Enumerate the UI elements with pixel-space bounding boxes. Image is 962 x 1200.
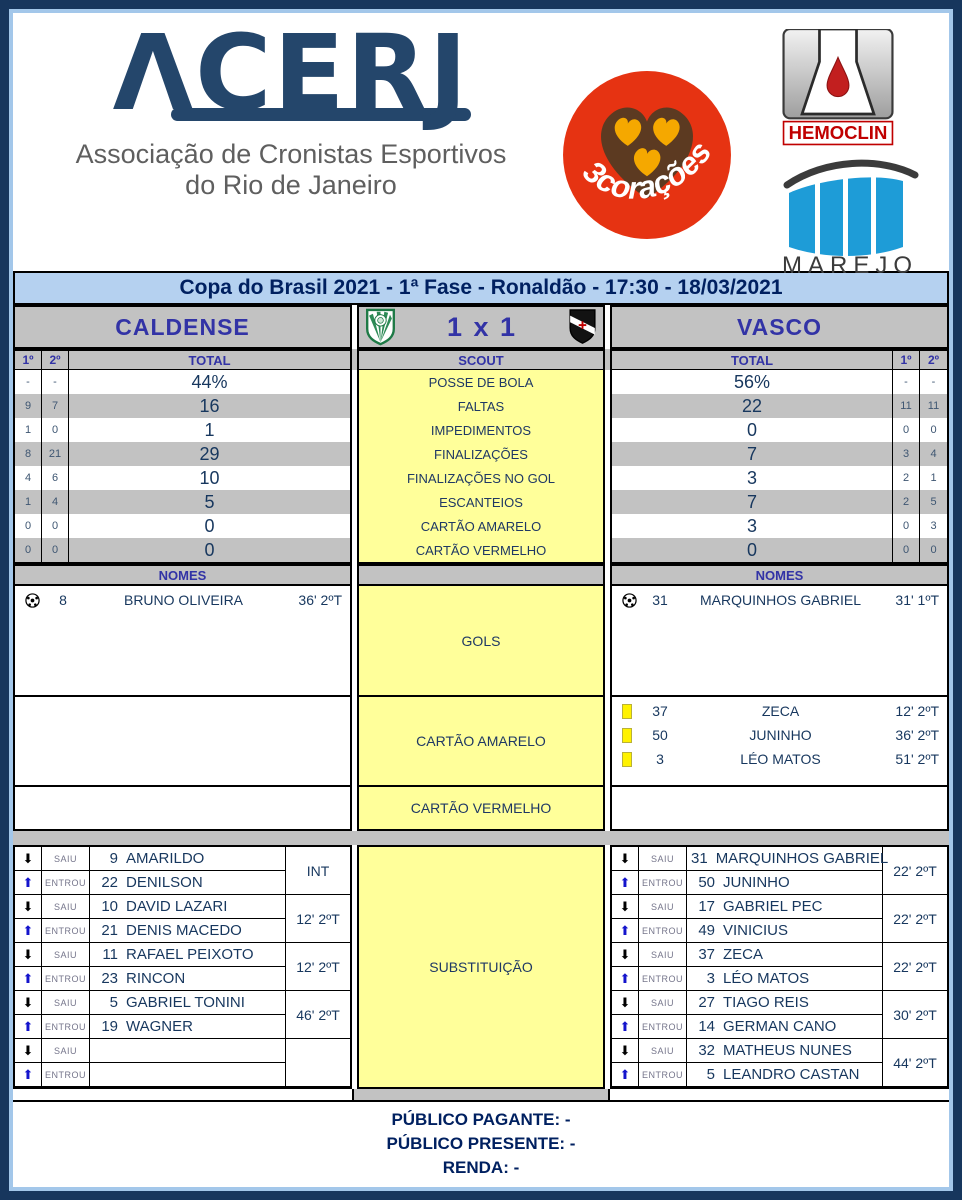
home-total-header: TOTAL	[188, 352, 231, 368]
sub-out-name: AMARILDO	[126, 850, 205, 867]
home-team-name: CALDENSE	[115, 313, 250, 340]
arrow-up-icon: ⬆	[619, 875, 631, 890]
sub-pair	[612, 895, 947, 943]
acerj-subtitle-line1: Associação de Cronistas Esportivos	[75, 139, 507, 170]
sub-pair	[15, 991, 350, 1039]
home-first-half-header: 1º	[15, 351, 42, 369]
red-card-label: CARTÃO VERMELHO	[357, 787, 605, 831]
yellow-card-entry	[612, 747, 947, 771]
scout-label: IMPEDIMENTOS	[430, 422, 532, 438]
scout-label: CARTÃO VERMELHO	[415, 542, 547, 558]
stat-cell: 1	[15, 490, 42, 514]
yellow-card-icon	[622, 752, 640, 767]
sub-in-name: GERMAN CANO	[723, 1018, 837, 1035]
card-player-name: ZECA	[761, 703, 800, 719]
yellow-card-label: CARTÃO AMARELO	[357, 697, 605, 787]
sub-pair	[15, 943, 350, 991]
away-nomes-header: NOMES	[755, 567, 804, 583]
stat-cell: -	[15, 370, 42, 394]
away-first-half-header: 1º	[893, 351, 920, 369]
yellow-card-entry	[612, 723, 947, 747]
goal-entry	[15, 588, 350, 612]
sub-out-number: 32	[698, 1042, 715, 1059]
substitution-label: SUBSTITUIÇÃO	[357, 845, 605, 1089]
sub-time: 22' 2ºT	[883, 895, 947, 943]
stat-total: 22	[612, 394, 893, 418]
entrou-label: ENTROU	[42, 967, 90, 991]
acerj-logo	[41, 12, 541, 201]
sub-out-number: 17	[698, 898, 715, 915]
sub-time: INT	[286, 847, 350, 895]
match-title: Copa do Brasil 2021 - 1ª Fase - Ronaldão - 17:30 - 18/03/2021	[179, 276, 783, 299]
away-total-header: TOTAL	[612, 351, 893, 369]
sub-in-number: 19	[101, 1018, 118, 1035]
arrow-down-icon: ⬇	[619, 1043, 631, 1058]
nomes-row	[13, 564, 949, 586]
entrou-label: ENTROU	[42, 871, 90, 895]
away-subs-table	[610, 845, 949, 1089]
sub-out-name: ZECA	[723, 946, 764, 963]
sub-out-number: 27	[698, 994, 715, 1011]
stat-cell: 0	[930, 544, 937, 556]
caldense-crest	[365, 308, 396, 346]
scout-column	[357, 370, 605, 564]
marejo-logo	[775, 155, 925, 277]
score-cell	[357, 305, 605, 349]
scout-label: FALTAS	[457, 398, 505, 414]
sub-out-number: 37	[698, 946, 715, 963]
arrow-up-icon: ⬆	[22, 971, 34, 986]
stat-cell: 2	[893, 466, 920, 490]
goal-player-name: MARQUINHOS GABRIEL	[699, 592, 862, 608]
sheet-inner	[9, 9, 953, 1191]
stat-cell: 21	[42, 442, 69, 466]
arrow-up-icon: ⬆	[22, 875, 34, 890]
three-coracoes-text: 3corações	[576, 134, 719, 206]
arrow-up-icon: ⬆	[22, 1019, 34, 1034]
stat-total: 5	[204, 491, 215, 512]
sub-in-name: WAGNER	[126, 1018, 193, 1035]
gray-divider	[13, 831, 949, 845]
sub-time	[286, 1039, 350, 1087]
scout-label: FINALIZAÇÕES NO GOL	[406, 470, 556, 486]
arrow-up-icon: ⬆	[619, 923, 631, 938]
entrou-label: ENTROU	[42, 1015, 90, 1039]
stat-total: 29	[199, 443, 220, 464]
stat-cell: 5	[930, 496, 937, 508]
saiu-label: SAIU	[42, 895, 90, 919]
sub-out-name: MATHEUS NUNES	[723, 1042, 852, 1059]
away-yellow-panel	[610, 697, 949, 787]
stat-cell: -	[931, 376, 936, 388]
stat-cell: 6	[42, 466, 69, 490]
stat-total: 10	[199, 467, 220, 488]
stat-total: 7	[612, 490, 893, 514]
arrow-up-icon: ⬆	[619, 1067, 631, 1082]
yellow-card-icon	[622, 728, 640, 743]
yellow-card-section	[13, 697, 949, 787]
stat-total: 0	[204, 515, 215, 536]
arrow-down-icon: ⬇	[619, 851, 631, 866]
gols-section	[13, 586, 949, 697]
teams-row	[13, 305, 949, 349]
sub-in-number: 22	[101, 874, 118, 891]
stat-cell: 2	[893, 490, 920, 514]
saiu-label: SAIU	[639, 847, 687, 871]
entrou-label: ENTROU	[639, 919, 687, 943]
entrou-label: ENTROU	[639, 871, 687, 895]
away-stats-column	[610, 370, 949, 564]
scout-label: FINALIZAÇÕES	[434, 446, 528, 462]
away-team-cell	[610, 305, 949, 349]
sub-in-number: 14	[698, 1018, 715, 1035]
card-time: 36' 2ºT	[895, 727, 939, 743]
saiu-label: SAIU	[42, 1039, 90, 1063]
stat-cell: 0	[15, 538, 42, 562]
bottom-divider	[13, 1089, 949, 1102]
sub-time: 22' 2ºT	[883, 847, 947, 895]
sub-time: 44' 2ºT	[883, 1039, 947, 1087]
stat-cell: 0	[893, 514, 920, 538]
sub-in-number: 21	[101, 922, 118, 939]
card-time: 12' 2ºT	[895, 703, 939, 719]
substitution-section	[13, 845, 949, 1089]
sub-out-number: 5	[109, 994, 118, 1011]
sub-time: 22' 2ºT	[883, 943, 947, 991]
soccer-ball-icon	[25, 593, 43, 608]
stats-header-row	[13, 349, 949, 370]
home-gols-panel	[13, 586, 352, 697]
sub-in-number: 49	[698, 922, 715, 939]
acerj-subtitle-line2: do Rio de Janeiro	[185, 170, 397, 201]
stat-total: 0	[612, 418, 893, 442]
home-yellow-panel	[13, 697, 352, 787]
arrow-down-icon: ⬇	[22, 899, 34, 914]
stat-cell: 7	[42, 394, 69, 418]
score: 1 x 1	[446, 311, 518, 342]
stat-cell: 1	[15, 418, 42, 442]
sub-out-name: TIAGO REIS	[723, 994, 809, 1011]
arrow-up-icon: ⬆	[619, 1019, 631, 1034]
arrow-down-icon: ⬇	[22, 995, 34, 1010]
arrow-down-icon: ⬇	[22, 947, 34, 962]
sub-in-name: VINICIUS	[723, 922, 789, 939]
arrow-up-icon: ⬆	[22, 923, 34, 938]
stat-cell: 0	[15, 514, 42, 538]
stat-cell: -	[893, 370, 920, 394]
sub-out-name: MARQUINHOS GABRIEL	[715, 850, 889, 867]
stat-cell: 0	[930, 424, 937, 436]
stat-cell: 0	[42, 514, 69, 538]
stat-cell: 3	[930, 520, 937, 532]
stat-cell: 11	[927, 400, 940, 412]
sub-out-number: 31	[691, 850, 708, 867]
scout-label: CARTÃO AMARELO	[420, 518, 542, 534]
goal-time: 36' 2ºT	[298, 592, 342, 608]
sub-pair	[612, 1039, 947, 1087]
stat-total: 16	[199, 395, 220, 416]
sub-pair	[612, 943, 947, 991]
red-card-section	[13, 787, 949, 831]
stat-cell: 4	[15, 466, 42, 490]
card-time: 51' 2ºT	[895, 751, 939, 767]
stat-cell: 8	[15, 442, 42, 466]
scout-header: SCOUT	[458, 352, 504, 368]
goal-player-number: 31	[652, 592, 668, 608]
renda: RENDA: -	[442, 1158, 520, 1177]
home-subs-table	[13, 845, 352, 1089]
sub-in-name: DENIS MACEDO	[126, 922, 242, 939]
sub-time: 46' 2ºT	[286, 991, 350, 1039]
entrou-label: ENTROU	[42, 919, 90, 943]
arrow-up-icon: ⬆	[22, 1067, 34, 1082]
card-player-name: JUNINHO	[749, 727, 812, 743]
sub-out-name: RAFAEL PEIXOTO	[126, 946, 254, 963]
sub-out-name: DAVID LAZARI	[126, 898, 228, 915]
marejo-text: MAREJO	[781, 252, 919, 277]
sub-in-number: 23	[101, 970, 118, 987]
sub-in-number: 50	[698, 874, 715, 891]
header	[13, 12, 949, 277]
gols-label: GOLS	[357, 586, 605, 697]
stat-cell: 0	[42, 538, 69, 562]
acerj-wordmark: ΛCERJ	[112, 12, 470, 134]
entrou-label: ENTROU	[42, 1063, 90, 1087]
sub-in-number: 3	[706, 970, 715, 987]
arrow-down-icon: ⬇	[22, 1043, 34, 1058]
home-team-cell	[13, 305, 352, 349]
stat-cell: 1	[930, 472, 937, 484]
hemoclin-text: HEMOCLIN	[788, 122, 888, 144]
saiu-label: SAIU	[639, 991, 687, 1015]
scout-label: POSSE DE BOLA	[428, 374, 534, 390]
stat-cell: 9	[15, 394, 42, 418]
sub-out-number: 9	[109, 850, 118, 867]
entrou-label: ENTROU	[639, 1063, 687, 1087]
card-player-name: LÉO MATOS	[740, 751, 821, 767]
card-player-number: 3	[656, 751, 664, 767]
stat-total: 44%	[191, 371, 228, 392]
away-second-half-header: 2º	[927, 353, 940, 367]
sub-out-number: 10	[101, 898, 118, 915]
publico-presente: PÚBLICO PRESENTE: -	[386, 1134, 576, 1153]
sub-in-name: JUNINHO	[723, 874, 790, 891]
sub-pair	[15, 895, 350, 943]
sub-in-number: 5	[706, 1066, 715, 1083]
saiu-label: SAIU	[639, 943, 687, 967]
sub-out-name: GABRIEL PEC	[723, 898, 823, 915]
sub-in-name: RINCON	[126, 970, 186, 987]
stat-cell: 0	[893, 418, 920, 442]
goal-time: 31' 1ºT	[895, 592, 939, 608]
goal-entry	[612, 588, 947, 612]
stat-total: 3	[612, 514, 893, 538]
soccer-ball-icon	[622, 593, 640, 608]
sub-pair	[15, 847, 350, 895]
away-red-panel	[610, 787, 949, 831]
yellow-card-entry	[612, 699, 947, 723]
entrou-label: ENTROU	[639, 1015, 687, 1039]
footer	[13, 1102, 949, 1180]
arrow-down-icon: ⬇	[619, 995, 631, 1010]
scout-label: ESCANTEIOS	[439, 494, 523, 510]
yellow-card-icon	[622, 704, 640, 719]
stat-cell: 0	[42, 418, 69, 442]
three-coracoes-logo	[561, 69, 733, 241]
saiu-label: SAIU	[42, 943, 90, 967]
home-nomes-header: NOMES	[158, 567, 207, 583]
sub-time: 12' 2ºT	[286, 895, 350, 943]
sub-in-name: DENILSON	[126, 874, 203, 891]
saiu-label: SAIU	[42, 991, 90, 1015]
goal-player-name: BRUNO OLIVEIRA	[123, 592, 244, 608]
stat-total: 56%	[612, 370, 893, 394]
stat-total: 3	[612, 466, 893, 490]
home-red-panel	[13, 787, 352, 831]
sub-out-number: 11	[102, 946, 118, 963]
stats-table	[13, 370, 949, 564]
sub-time: 30' 2ºT	[883, 991, 947, 1039]
hemoclin-logo	[765, 29, 911, 151]
stat-cell: 3	[893, 442, 920, 466]
stat-total: 7	[612, 442, 893, 466]
sub-pair	[612, 991, 947, 1039]
stat-cell: 4	[930, 448, 937, 460]
saiu-label: SAIU	[42, 847, 90, 871]
sub-in-name: LÉO MATOS	[723, 970, 810, 987]
sub-in-name: LEANDRO CASTAN	[723, 1066, 860, 1083]
away-team-name: VASCO	[736, 313, 823, 340]
away-gols-panel	[610, 586, 949, 697]
goal-player-number: 8	[59, 592, 67, 608]
sub-pair	[15, 1039, 350, 1087]
card-player-number: 50	[652, 727, 668, 743]
stat-cell: 0	[893, 538, 920, 562]
arrow-up-icon: ⬆	[619, 971, 631, 986]
home-second-half-header: 2º	[42, 351, 69, 369]
stat-total: 1	[204, 419, 215, 440]
arrow-down-icon: ⬇	[619, 947, 631, 962]
publico-pagante: PÚBLICO PAGANTE: -	[391, 1110, 571, 1129]
arrow-down-icon: ⬇	[22, 851, 34, 866]
sub-time: 12' 2ºT	[286, 943, 350, 991]
stat-total: 0	[612, 538, 893, 562]
arrow-down-icon: ⬇	[619, 899, 631, 914]
sub-out-name: GABRIEL TONINI	[126, 994, 245, 1011]
card-player-number: 37	[652, 703, 668, 719]
entrou-label: ENTROU	[639, 967, 687, 991]
nomes-center-spacer	[357, 564, 605, 586]
saiu-label: SAIU	[639, 895, 687, 919]
saiu-label: SAIU	[639, 1039, 687, 1063]
vasco-crest	[568, 308, 597, 346]
sub-pair	[612, 847, 947, 895]
stat-cell: -	[42, 370, 69, 394]
stat-cell: 11	[893, 394, 920, 418]
stat-total: 0	[204, 539, 215, 560]
home-stats-column	[13, 370, 352, 564]
stat-cell: 4	[42, 490, 69, 514]
